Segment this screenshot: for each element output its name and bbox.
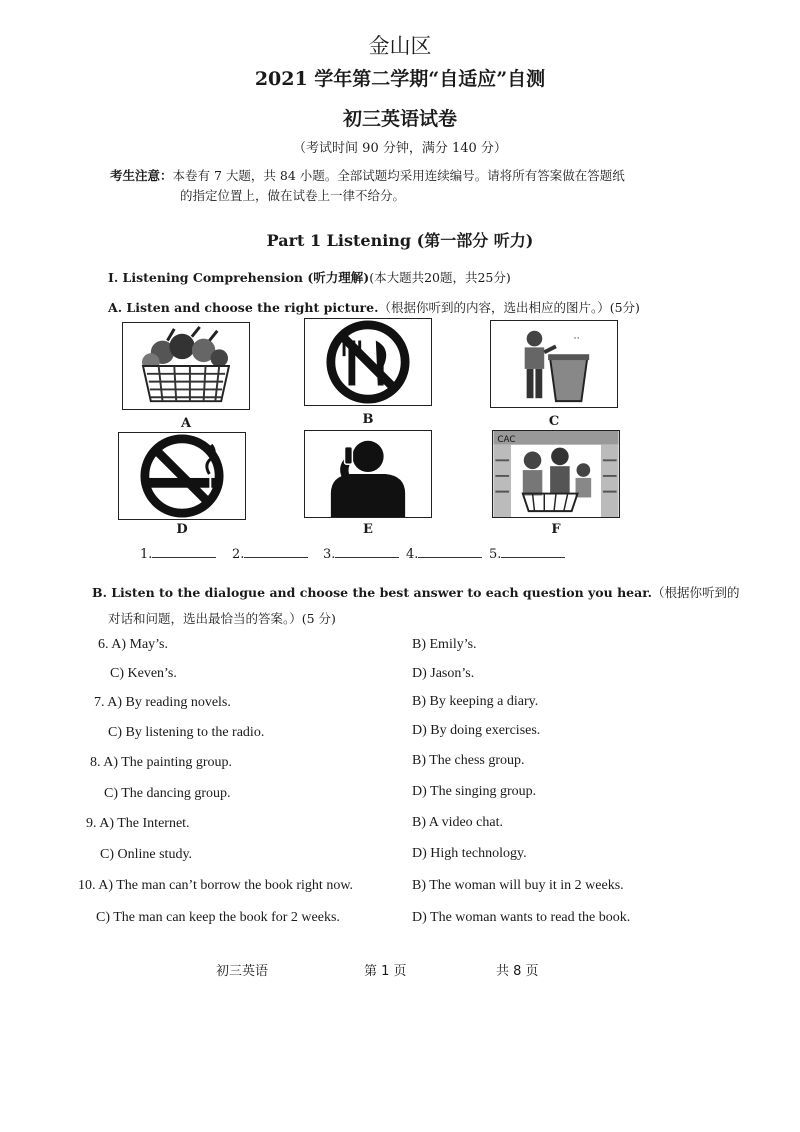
no-eating-icon	[305, 319, 431, 405]
section-a-title: A. Listen and choose the right picture.	[108, 300, 379, 315]
supermarket-family-icon	[493, 431, 619, 517]
section-b-title: B. Listen to the dialogue and choose the best answer to each question you hear.	[92, 585, 652, 600]
svg-text:CAC: CAC	[497, 434, 516, 445]
answer-blank-3[interactable]: 3.	[323, 546, 399, 562]
picture-d-label: D	[176, 522, 188, 537]
paper-title: 初三英语试卷	[342, 108, 457, 130]
vegetable-basket-icon	[123, 323, 249, 409]
picture-a-label: A	[180, 416, 192, 431]
svg-text:..: ..	[573, 330, 580, 342]
speaker-at-podium-icon	[491, 321, 617, 407]
question-6-option-a: 6. A) May’s.	[98, 637, 168, 652]
section-a-heading	[108, 298, 640, 316]
person-on-phone-icon	[305, 431, 431, 517]
notice-line-1	[110, 166, 625, 184]
question-7-option-c: C) By listening to the radio.	[108, 725, 265, 740]
answer-blank-2[interactable]: 2.	[232, 546, 308, 562]
footer-total-pages: 共 8 页	[496, 964, 539, 979]
answer-blank-5[interactable]: 5.	[489, 546, 565, 562]
question-10-option-b: B) The woman will buy it in 2 weeks.	[412, 878, 624, 893]
question-8-option-d: D) The singing group.	[412, 784, 537, 799]
picture-a	[122, 322, 250, 410]
exam-info: （考试时间 90 分钟，满分 140 分）	[293, 141, 507, 156]
picture-b-label: B	[362, 412, 374, 427]
answer-blank-4[interactable]: 4.	[406, 546, 482, 562]
exam-title: 2021 学年第二学期“自适应”自测	[254, 68, 546, 90]
question-9-option-a: 9. A) The Internet.	[86, 816, 190, 831]
answer-blank-1[interactable]: 1.	[140, 546, 216, 562]
section-i-heading	[108, 268, 511, 286]
question-9-option-d: D) High technology.	[412, 846, 527, 861]
question-10-option-a: 10. A) The man can’t borrow the book right now.	[78, 878, 354, 893]
notice-text-1: 本卷有 7 大题，共 84 小题。全部试题均采用连续编号。请将所有答案做在答题纸	[172, 168, 625, 183]
footer-page-number: 第 1 页	[364, 964, 407, 979]
question-8-option-b: B) The chess group.	[412, 753, 525, 768]
section-a-note: （根据你听到的内容，选出相应的图片。）(5分)	[378, 300, 640, 315]
picture-c-label: C	[548, 414, 560, 429]
picture-d	[118, 432, 246, 520]
district-title: 金山区	[368, 34, 432, 58]
question-9-option-b: B) A video chat.	[412, 815, 503, 830]
question-9-option-c: C) Online study.	[100, 847, 193, 862]
question-6-option-b: B) Emily’s.	[412, 637, 477, 652]
section-b-note: （根据你听到的	[652, 585, 740, 600]
picture-f-label: F	[551, 522, 561, 537]
question-8-option-a: 8. A) The painting group.	[90, 755, 233, 770]
picture-f	[492, 430, 620, 518]
section-i-note: (本大题共20题，共25分)	[369, 270, 511, 285]
picture-b	[304, 318, 432, 406]
question-6-option-d: D) Jason’s.	[412, 666, 475, 681]
picture-c	[490, 320, 618, 408]
part-heading: Part 1 Listening (第一部分 听力)	[266, 231, 534, 250]
no-smoking-icon	[119, 433, 245, 519]
question-7-option-d: D) By doing exercises.	[412, 723, 541, 738]
question-6-option-c: C) Keven’s.	[110, 666, 177, 681]
section-i-title: I. Listening Comprehension (听力理解)	[108, 270, 370, 285]
picture-e-label: E	[363, 522, 373, 537]
picture-e	[304, 430, 432, 518]
question-10-option-d: D) The woman wants to read the book.	[412, 910, 631, 925]
question-8-option-c: C) The dancing group.	[104, 786, 231, 801]
section-b-heading-line-1	[92, 583, 740, 601]
question-10-option-c: C) The man can keep the book for 2 weeks.	[96, 910, 340, 925]
notice-label: 考生注意：	[110, 168, 173, 183]
footer-subject: 初三英语	[216, 964, 269, 979]
question-7-option-b: B) By keeping a diary.	[412, 694, 539, 709]
question-7-option-a: 7. A) By reading novels.	[94, 695, 231, 710]
section-b-heading-line-2: 对话和问题，选出最恰当的答案。）(5 分)	[108, 611, 336, 626]
notice-line-2: 的指定位置上，做在试卷上一律不给分。	[180, 188, 406, 203]
